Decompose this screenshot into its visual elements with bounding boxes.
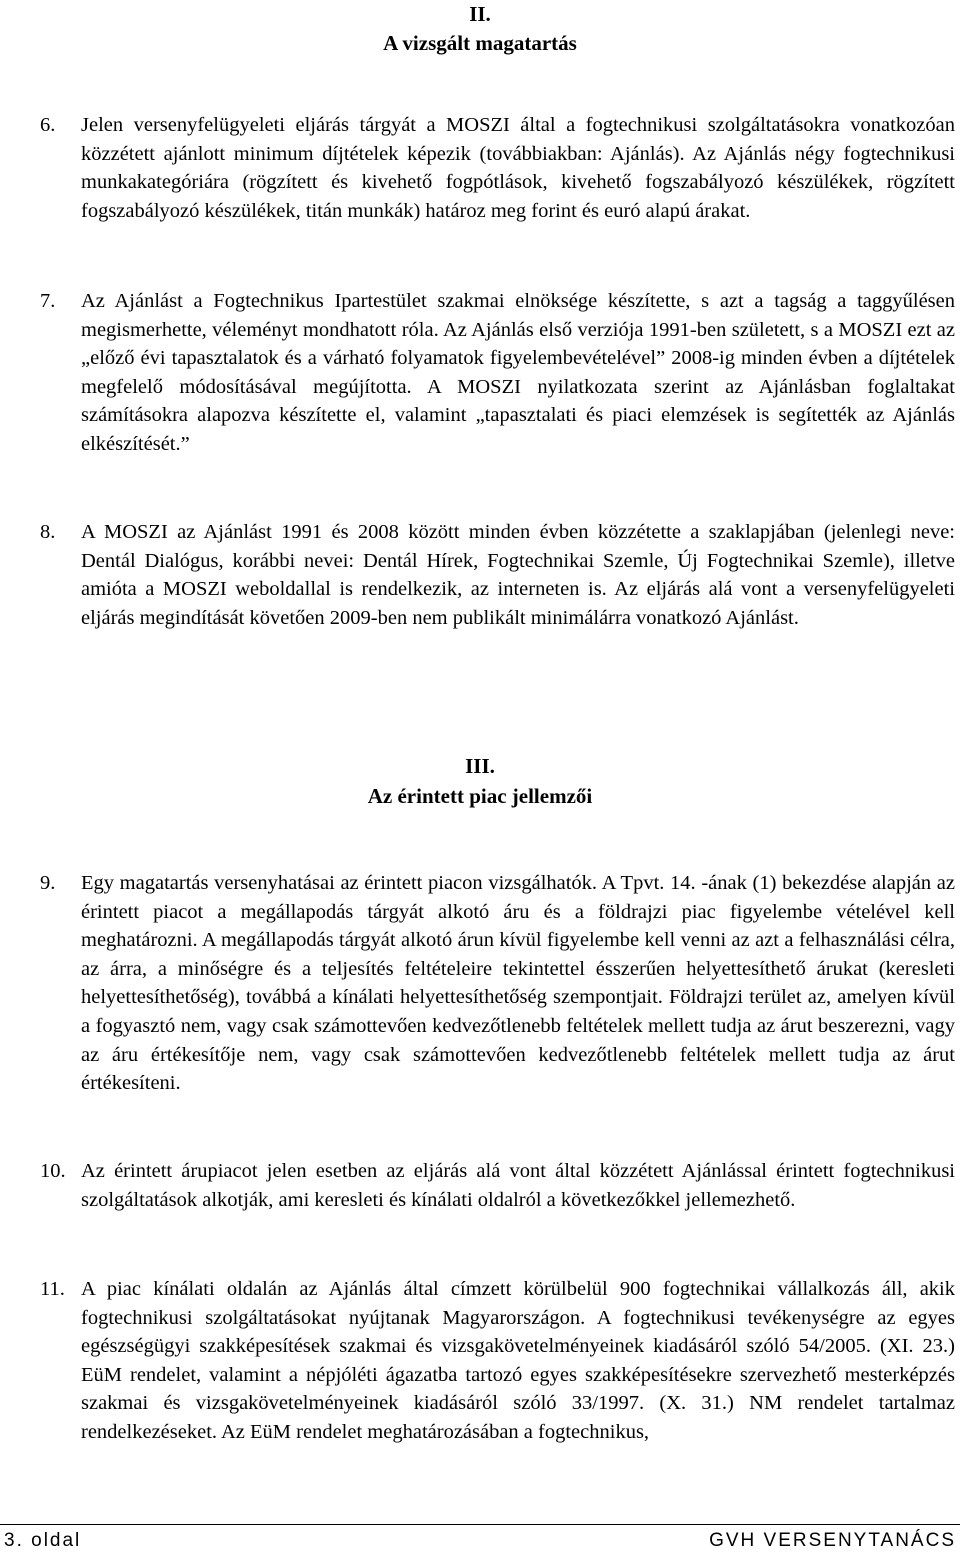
paragraph-11 [40, 1275, 956, 1447]
section-3-title: Az érintett piac jellemzői [367, 784, 593, 808]
paragraph-number: 6. [40, 114, 56, 136]
section-2-number: II. [469, 2, 491, 26]
paragraph-text: Az érintett árupiacot jelen esetben az eljárás alá vont által közzétett Ajánlással érintett fogtechnikusi szolgáltatások alkotják, ami keresleti és kínálati oldalról a következőkkel jellemezhető. [81, 1160, 955, 1211]
section-3-number: III. [465, 754, 495, 778]
paragraph-10 [40, 1157, 956, 1214]
footer-page-number: 3. oldal [4, 1530, 82, 1551]
paragraph-text: A MOSZI az Ajánlást 1991 és 2008 között minden évben közzétette a szaklapjában (jelenlegi neve: Dentál Dialógus, korábbi nevei: Dentál Hírek, Fogtechnikai Szemle, Új Fogtechnikai Szemle), illetve amióta a MOSZI weboldallal is rendelkezik, az interneten is. Az eljárás alá vont a versenyfelügyeleti eljárás megindítását követően 2009-ben nem publikált minimálárra vonatkozó Ajánlást. [81, 521, 955, 629]
paragraph-number: 10. [40, 1160, 66, 1182]
paragraph-text: Jelen versenyfelügyeleti eljárás tárgyát a MOSZI által a fogtechnikusi szolgáltatásokra vonatkozóan közzétett ajánlott minimum díjtételek képezik (továbbiakban: Ajánlás). Az Ajánlás négy fogtechnikusi munkakategóriára (rögzített és kivehető fogpótlások, kivehető fogszabályozó készülékek, rögzített fogszabályozó készülékek, titán munkák) határoz meg forint és euró alapú árakat. [81, 114, 955, 222]
paragraph-number: 11. [40, 1278, 65, 1300]
paragraph-9 [40, 869, 956, 1098]
paragraph-6 [40, 111, 956, 225]
paragraph-text: Egy magatartás versenyhatásai az érintett piacon vizsgálhatók. A Tpvt. 14. -ának (1) bekezdése alapján az érintett piacot a megállapodás tárgyát alkotó áru és a földrajzi piac figyelembe vételével kell meghatározni. A megállapodás tárgyát alkotó árun kívül figyelembe kell venni az azt a felhasználási célra, az árra, a minőségre és a teljesítés feltételeire tekintettel ésszerűen helyettesíthető árukat (keresleti helyettesíthetőség), továbbá a kínálati helyettesíthetőség szempontjait. Földrajzi terület az, amelyen kívül a fogyasztó nem, vagy csak számottevően kedvezőtlenebb feltételek mellett tudja az árut beszerezni, vagy az áru értékesítője nem, vagy csak számottevően kedvezőtlenebb feltételek mellett tudja az árut értékesíteni. [81, 872, 955, 1095]
footer-organization: GVH VERSENYTANÁCS [709, 1530, 956, 1551]
paragraph-7 [40, 287, 956, 459]
paragraph-number: 9. [40, 872, 56, 894]
paragraph-number: 8. [40, 521, 56, 543]
section-2-title: A vizsgált magatartás [383, 31, 577, 55]
paragraph-number: 7. [40, 290, 56, 312]
paragraph-text: A piac kínálati oldalán az Ajánlás által címzett körülbelül 900 fogtechnikai vállalkozás áll, akik fogtechnikusi szolgáltatásokat nyújtanak Magyarországon. A fogtechnikusi tevékenységre az egyes egészségügyi szakképesítések szakmai és vizsgakövetelményeinek kiadásáról szóló 54/2005. (XI. 23.) EüM rendelet, valamint a népjóléti ágazatba tartozó egyes szakképesítésekre szervezhető mesterképzés szakmai és vizsgakövetelményeinek kiadásáról szóló 33/1997. (X. 31.) NM rendelet tartalmaz rendelkezéseket. Az EüM rendelet meghatározásában a fogtechnikus, [81, 1278, 955, 1443]
paragraph-8 [40, 518, 956, 632]
footer-divider [0, 1524, 960, 1525]
paragraph-text: Az Ajánlást a Fogtechnikus Ipartestület szakmai elnöksége készítette, s azt a tagság a taggyűlésen megismerhette, véleményt mondhatott róla. Az Ajánlás első verziója 1991-ben született, s a MOSZI ezt az „előző évi tapasztalatok és a várható folyamatok figyelembevételével” 2008-ig minden évben a díjtételek megfelelő módosításával megújította. A MOSZI nyilatkozata szerint az Ajánlásban foglaltakat számításokra alapozva készítette el, valamint „tapasztalati és piaci elemzések is segítették az Ajánlás elkészítését.” [81, 290, 955, 455]
